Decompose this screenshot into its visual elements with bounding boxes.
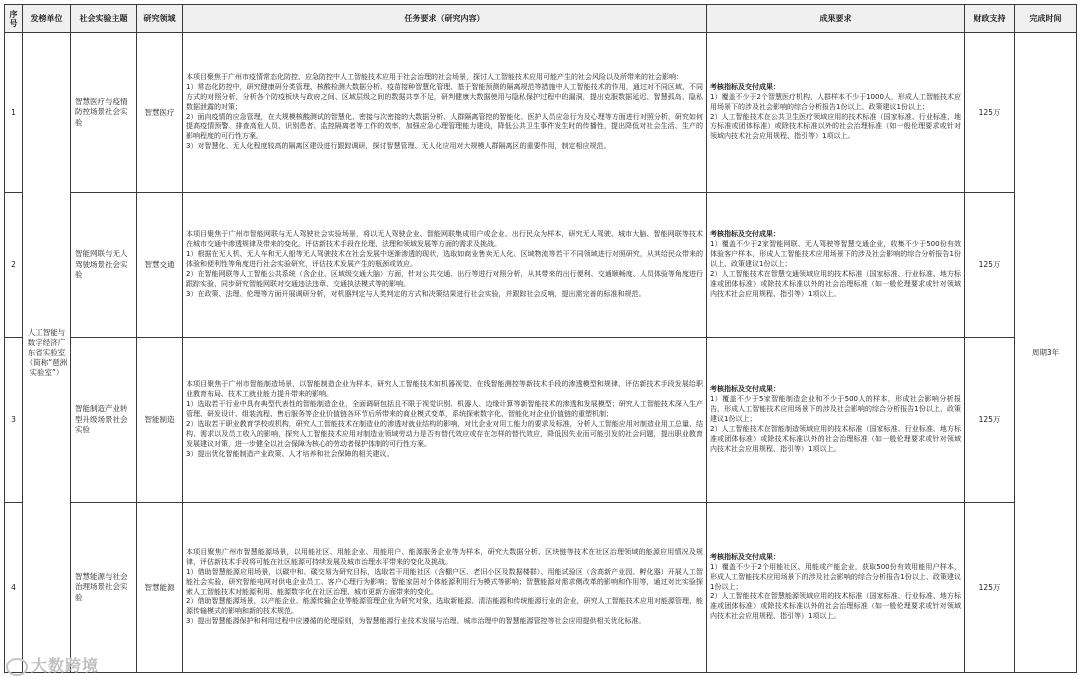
watermark xyxy=(6,653,99,676)
table-row xyxy=(5,503,1077,673)
task-paragraph: 1）根据在无人机、无人车和无人船等无人驾驶技术在社会发展中逐渐渗透的现状，选取如商业售卖无人化、区域物流等若干不同领域进行对照研究，从其给民众带来的体验和便利性等角度进行社会实验研究，评估技术发展产生的瓶颈或效应。 xyxy=(186,250,703,269)
seq-cell: 1 xyxy=(5,33,23,193)
theme-cell: 智慧医疗与疫情防控场景社会实验 xyxy=(71,33,137,193)
task-paragraph: 本项目聚焦于广州市智能网联与无人驾驶社会实验场景，将以无人驾驶企业、智能网联集成用户或企业、出行民众为样本，研究无人驾驶、城市大脑、智能网联等技术在城市交通中渗透规律及带来的变化。评估新技术手段在伦理、法理和领域发展等方面的需求及挑战。 xyxy=(186,230,703,249)
table-row xyxy=(5,33,1077,193)
watermark-text: 大数跨境 xyxy=(31,656,100,675)
result-item: 2）人工智能技术在智能制造领域应用的技术标准（国家标准、行业标准、地方标准或团体标准）或除技术标准以外的社会治理标准（如一般伦理要求或针对领域内技术社会应用规程、指引等）1项以上。 xyxy=(710,424,961,453)
header-result: 成果要求 xyxy=(707,5,965,33)
result-title: 考核指标及交付成果： xyxy=(710,82,780,91)
field-cell: 智能制造 xyxy=(137,338,183,503)
projects-table xyxy=(4,4,1077,673)
seq-cell: 4 xyxy=(5,503,23,673)
field-cell: 智慧交通 xyxy=(137,193,183,338)
task-cell xyxy=(183,193,707,338)
result-cell xyxy=(707,338,965,503)
task-paragraph: 3）在政策、法理、伦理等方面开展调研分析，对机器判定与人类判定的方式和决策结果进行社会实验，并跟踪社会反响，提出需完善的标准和规范。 xyxy=(186,289,646,298)
task-paragraph: 本项目聚焦于广州市智能制造场景，以智能制造企业为样本，研究人工智能技术如机器视觉、在线智能测控等新技术手段的渗透模型和规律，评估新技术手段发展给职业教育布局、技术工就业能力提升带来的影响。 xyxy=(186,380,703,399)
result-cell xyxy=(707,33,965,193)
task-paragraph: 2）借助智慧能源场景，以产能企业、能源传输企业等能源管理企业为研究对象，选取新能源、清洁能源和传统能源行业的企业，研究人工智能技术应用对能源管理、能源传输模式的影响和新的技术规范。 xyxy=(186,597,703,616)
header-seq: 序号 xyxy=(5,5,23,33)
task-paragraph: 1）选取若干行业中具有典型代表性的智能制造企业，全面调研包括且不限于视觉识别、机器人、边缘计算等新智能技术的渗透和发展模型；研究人工智能技术深入生产管理、研发设计、组装流程、售后服务等企业价值链各环节后所带来的商业模式变革，系统探索数字化、智能化对企业价值链的重塑机制； xyxy=(186,400,703,419)
theme-cell: 智能网联与无人驾驶场景社会实验 xyxy=(71,193,137,338)
header-fund: 财政支持 xyxy=(965,5,1015,33)
header-row xyxy=(5,5,1077,33)
result-item: 1）覆盖不少于2个智慧医疗机构，人群样本不少于1000人，形成人工智能技术应用场景下的涉及社会影响的综合分析报告1份以上、政策建议1份以上； xyxy=(710,92,961,111)
theme-cell: 智慧能源与社会治理场景社会实验 xyxy=(71,503,137,673)
result-item: 2）人工智能技术在智慧交通领域应用的技术标准（国家标准、行业标准、地方标准或团体标准）或除技术标准以外的社会治理标准（如一般伦理要求或针对领域内技术社会应用规程、指引等）1项以上。 xyxy=(710,269,961,298)
result-cell xyxy=(707,193,965,338)
task-cell xyxy=(183,338,707,503)
result-title: 考核指标及交付成果： xyxy=(710,552,780,561)
table-row xyxy=(5,338,1077,503)
task-paragraph: 本项目聚焦广州市智慧能源场景，以用能社区、用能企业、用能用户、能源服务企业等为样本，研究大数据分析、区块链等技术在社区治理领域的能源应用情况及规律，评估新技术手段将可能在社区能源可持续发展及城市治理水平带来的变化及挑战。 xyxy=(186,547,703,566)
seq-cell: 2 xyxy=(5,193,23,338)
seq-cell: 3 xyxy=(5,338,23,503)
header-field: 研究领域 xyxy=(137,5,183,33)
result-title: 考核指标及交付成果： xyxy=(710,385,780,394)
field-cell: 智慧医疗 xyxy=(137,33,183,193)
fund-cell: 125万 xyxy=(965,33,1015,193)
task-cell xyxy=(183,503,707,673)
watermark-logo-icon xyxy=(6,658,28,676)
result-item: 1）覆盖不少于2家智能网联、无人驾驶等智慧交通企业，收集不少于500份有效体验客户样本，形成人工智能技术应用场景下的涉及社会影响的综合分析报告1份以上、政策建议1份以上； xyxy=(710,240,961,269)
task-paragraph: 2）在智能网联等人工智能公共系统（含企业、区域级交通大脑）方面，针对公共交通、出行等进行对照分析，从其带来的出行便利、交通顺畅度、人员体验等角度进行跟踪实验，同步研究智能网联对交通违法违章、交通执法模式等的影响。 xyxy=(186,269,703,288)
header-theme: 社会实验主题 xyxy=(71,5,137,33)
task-paragraph: 3）提出智慧能源保护和利用过程中应遵循的伦理原则，为智慧能源行业技术发展与治理、城市治理中的智慧能源管控等社会应用提供相关优化标准。 xyxy=(186,617,646,626)
header-task: 任务要求（研究内容） xyxy=(183,5,707,33)
theme-cell: 智能制造产业转型升级场景社会实验 xyxy=(71,338,137,503)
result-item: 2）人工智能技术在智慧能源领域应用的技术标准（国家标准、行业标准、地方标准或团体标准）或除技术标准以外的社会治理标准（如一般伦理要求或针对领域内技术社会应用规程、指引等）1项以上。 xyxy=(710,592,961,621)
task-paragraph: 本项目聚焦于广州市疫情常态化防控、应急防控中人工智能技术应用于社会治理的社会场景，探讨人工智能技术应用可能产生的社会风险以及所带来的社会影响： xyxy=(186,72,683,81)
fund-cell: 125万 xyxy=(965,503,1015,673)
time-cell: 周期3年 xyxy=(1015,33,1077,673)
result-item: 2）人工智能技术在公共卫生医疗领域应用的技术标准（国家标准、行业标准、地方标准或团体标准）或除技术标准以外的社会治理标准（如一般伦理要求或针对领域内技术社会应用规程、指引等）1项以上。 xyxy=(710,112,961,141)
unit-cell: 人工智能与数字经济广东省实验室（简称“琶洲实验室”） xyxy=(23,33,71,673)
result-cell xyxy=(707,503,965,673)
result-item: 1）覆盖不少于5家智能制造企业和不少于500人的样本，形成社会影响分析报告，形成人工智能技术应用场景下的涉及社会影响的综合分析报告1份以上、政策建议1份以上； xyxy=(710,395,961,424)
result-title: 考核指标及交付成果： xyxy=(710,230,780,239)
fund-cell: 125万 xyxy=(965,338,1015,503)
task-cell xyxy=(183,33,707,193)
result-item: 1）覆盖不少于2个用能社区、用能或产能企业，获取500份有效用能用户样本，形成人工智能技术应用场景下的涉及社会影响的综合分析报告1份以上、政策建议1份以上； xyxy=(710,562,961,591)
header-unit: 发榜单位 xyxy=(23,5,71,33)
task-paragraph: 3）提出优化智能制造产业政策、人才培养和社会保障的相关建议。 xyxy=(186,449,394,458)
field-cell: 智慧能源 xyxy=(137,503,183,673)
fund-cell: 125万 xyxy=(965,193,1015,338)
task-paragraph: 2）面向疫情的应急管理，在大规模核酸测试的智慧化、密接与次密接的大数据分析、人群隔离管控的智能化、医护人员应急行为及心理等方面进行对照分析，研究如何提高疫情预警、排查高危人员、识别患者、监控隔离者等工作的效率，加强应急心理管理能力建设，降低公共卫生事件发生时的传播性，提出降低对社会生活、生产的影响程度的可行性方案。 xyxy=(186,112,703,141)
table-row xyxy=(5,193,1077,338)
task-paragraph: 1）常态化防控中，研究健康码分类管理、核酸检测大数据分析、疫苗接种智慧化管理、基于智能预测的隔离规范等措施中人工智能技术的作用，通过对不同区域、不同方式的对照分析，分析各个防疫板块与政府之间、区域层级之间的数据共享不足，研判健康大数据使用与隐私保护过程中的漏洞，提出克服数据延迟、智慧孤岛、隐私数据泄露的对策； xyxy=(186,82,703,111)
header-time: 完成时间 xyxy=(1015,5,1077,33)
task-paragraph: 3）对智慧化、无人化程度较高的隔离区建设进行跟踪调研，探讨智慧管理、无人化应用对大规模人群隔离区的重要作用，制定相应规范。 xyxy=(186,142,611,151)
task-paragraph: 2）选取若干职业教育学校或机构，研究人工智能技术在制造业的渗透对就业结构的影响，对比企业对用工能力的要求及标准，分析人工智能应用对制造业用工总量、结构、需求以及员工收入的影响，探究人工智能技术应用对制造业领域劳动力是否有替代效应或存在怎样的替代效应，降低因失业而可能引发的社会问题，提出职业教育发展建议对策，进一步健全以社会保障为核心的劳动者保护体制的可行性方案。 xyxy=(186,420,703,448)
task-paragraph: 1）借助智慧能源应用场景，以碳中和、碳交易为研究目标，选取若干用能社区（含棚户区、老旧小区及数据楼群）、用能试验区（含高新产业园、孵化器）开展人工智能社会实验，研究智能电网对供电企业员工、客户心理行为影响；智能家居对个体能源利用行为模式等影响；智慧能源对需求侧改革的影响和作用等，通过对比实验探索人工智能技术对能源利用、能源数字化在社区治理、城市更新方面带来的变化。 xyxy=(186,567,703,596)
